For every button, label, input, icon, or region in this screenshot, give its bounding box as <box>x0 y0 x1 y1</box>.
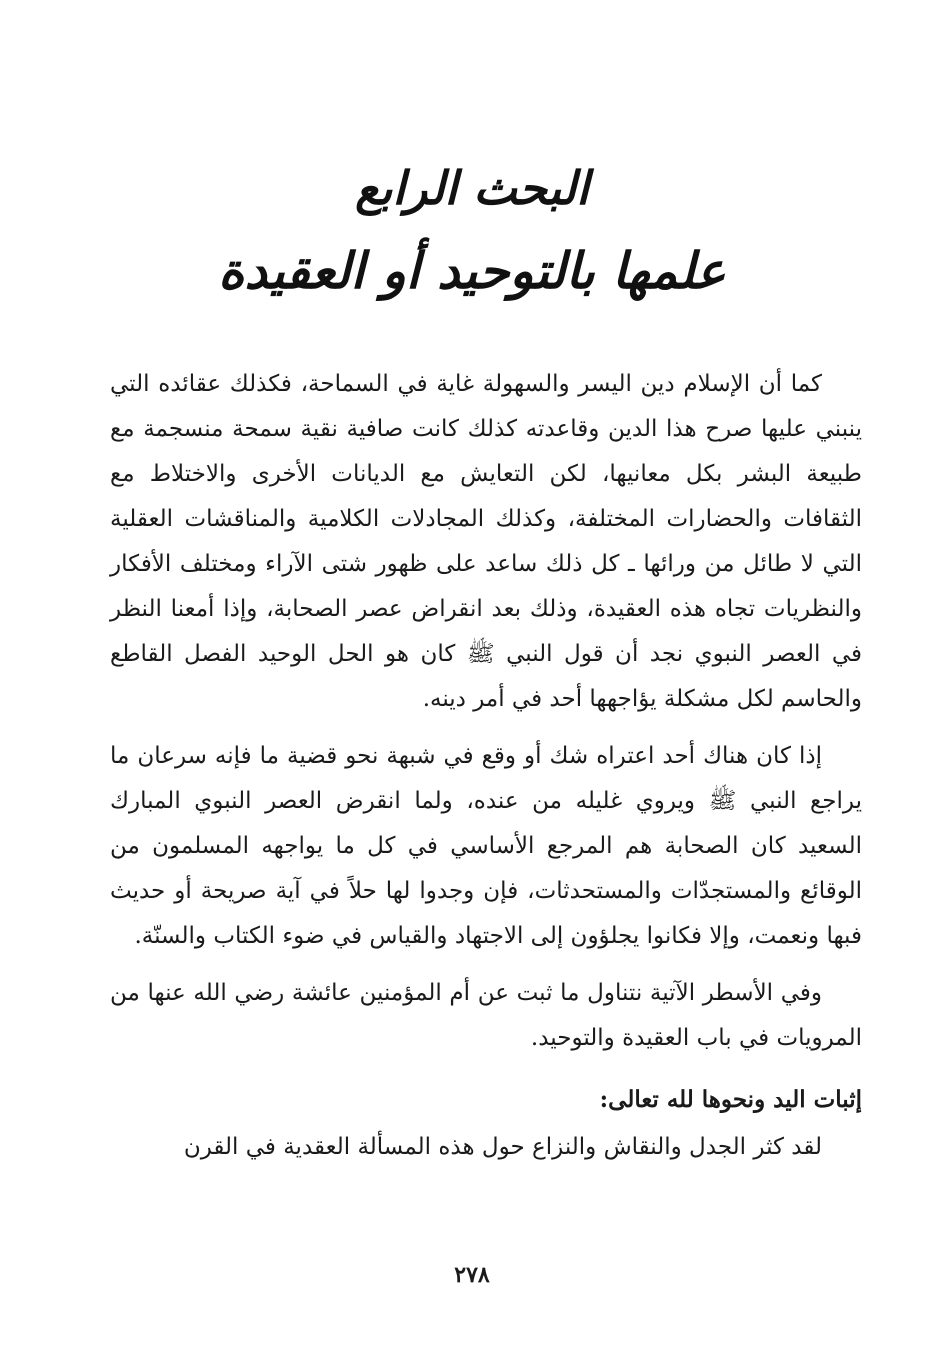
chapter-title: علمها بالتوحيد أو العقيدة <box>218 241 726 300</box>
paragraph-1: كما أن الإسلام دين اليسر والسهولة غاية في السماحة، فكذلك عقائده التي ينبني عليها صرح هذا الدين وقاعدته كذلك كانت صافية نقية سمحة منسجمة مع طبيعة البشر بكل معانيها، لكن التعايش مع الديانات الأخرى والاختلاط مع الثقافات والحضارات المختلفة، وكذلك المجادلات الكلامية والمناقشات العقلية التي لا طائل من ورائها ـ كل ذلك ساعد على ظهور شتى الآراء ومختلف الأفكار والنظريات تجاه هذه العقيدة، وذلك بعد انقراض عصر الصحابة، وإذا أمعنا النظر في العصر النبوي نجد أن قول النبي ﷺ كان هو الحل الوحيد الفصل القاطع والحاسم لكل مشكلة يؤاجهها أحد في أمر دينه. <box>110 371 862 712</box>
section-first-line: لقد كثر الجدل والنقاش والنزاع حول هذه المسألة العقدية في القرن <box>183 1134 822 1160</box>
body-text <box>110 362 862 1170</box>
paragraph-3: وفي الأسطر الآتية نتناول ما ثبت عن أم المؤمنين عائشة رضي الله عنها من المرويات في باب العقيدة والتوحيد. <box>110 980 862 1051</box>
paragraph-2: إذا كان هناك أحد اعتراه شك أو وقع في شبهة نحو قضية ما فإنه سرعان ما يراجع النبي ﷺ ويروي غليله من عنده، ولما انقرض العصر النبوي المبارك السعيد كان الصحابة هم المرجع الأساسي في كل ما يواجهه المسلمون من الوقائع والمستجدّات والمستحدثات، فإن وجدوا لها حلاً في آية صريحة أو حديث فبها ونعمت، وإلا فكانوا يجلؤون إلى الاجتهاد والقياس في ضوء الكتاب والسنّة. <box>110 743 863 949</box>
page-number: ٢٧٨ <box>454 1262 490 1288</box>
chapter-title-block <box>200 150 744 316</box>
chapter-label: البحث الرابع <box>355 161 589 215</box>
section-heading: إثبات اليد ونحوها لله تعالى: <box>599 1086 862 1113</box>
